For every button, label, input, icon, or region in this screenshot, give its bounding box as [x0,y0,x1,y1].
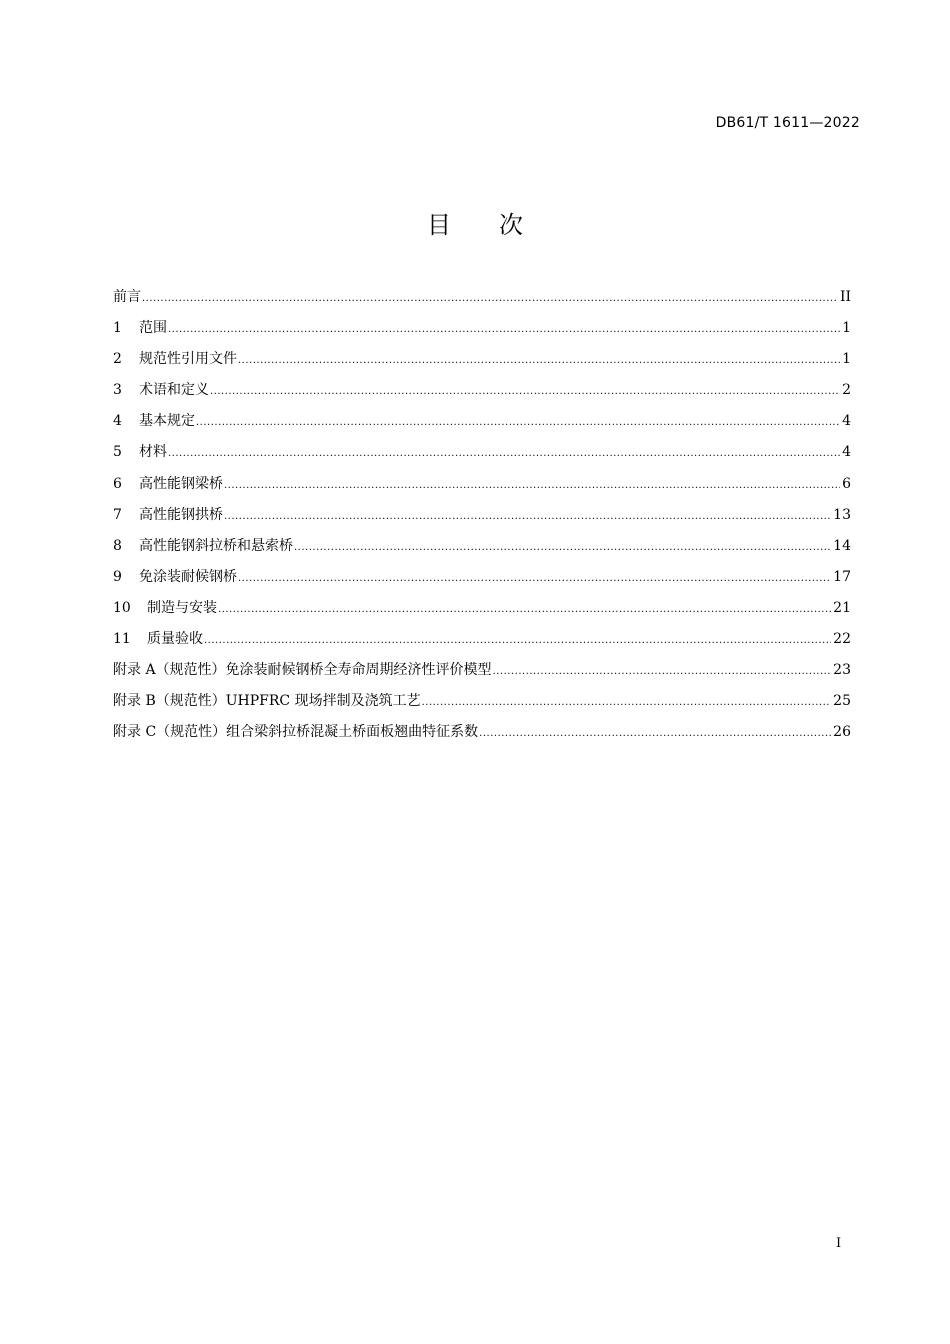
toc-entry-label [113,721,478,743]
toc-entry-appendix-c[interactable] [113,721,851,752]
toc-entry-title: 术语和定义 [139,382,209,399]
toc-entry-number: 8 [113,537,122,554]
toc-entry-title: 前言 [113,289,141,305]
toc-entry-girder-bridge[interactable] [113,473,851,504]
toc-entry-fabrication-installation[interactable] [113,597,851,628]
toc-entry-number: 6 [113,475,122,492]
toc-entry-title: 高性能钢拱桥 [139,506,223,523]
toc-entry-page: 22 [833,631,851,648]
page-number: I [836,1236,842,1251]
toc-leader-dots [294,537,831,559]
toc-entry-label [113,441,167,463]
toc-entry-foreword[interactable] [113,286,851,317]
toc-entry-label [113,286,141,308]
toc-entry-label [113,597,217,619]
toc-entry-materials[interactable] [113,441,851,472]
toc-entry-title: 免涂装耐候钢桥 [139,568,237,585]
toc-entry-number: 9 [113,568,122,585]
toc-entry-page: 14 [833,537,851,554]
toc-entry-label [113,348,237,370]
toc-entry-cable-bridges[interactable] [113,535,851,566]
toc-entry-label [113,379,209,401]
toc-entry-number: 3 [113,382,122,399]
toc-entry-title: 规范性引用文件 [139,351,237,368]
toc-entry-title: 附录 A（规范性）免涂装耐候钢桥全寿命周期经济性评价模型 [113,662,492,679]
toc-leader-dots [224,506,831,528]
toc-entry-number: 2 [113,351,122,368]
toc-entry-title: 范围 [139,320,167,337]
toc-leader-dots [218,599,831,621]
toc-leader-dots [204,630,831,652]
toc-entry-appendix-a[interactable] [113,659,851,690]
toc-entry-page: 1 [842,320,851,337]
toc-leader-dots [493,661,832,683]
toc-entry-title: 基本规定 [139,413,195,430]
toc-leader-dots [224,475,840,497]
toc-entry-page: 4 [842,444,851,461]
toc-entry-page: 1 [842,351,851,368]
toc-entry-scope[interactable] [113,317,851,348]
toc-leader-dots [422,692,832,714]
toc-title: 目次 [427,211,571,239]
toc-entry-number: 7 [113,506,122,523]
toc-entry-number: 5 [113,444,122,461]
toc-entry-arch-bridge[interactable] [113,504,851,535]
toc-entry-label [113,628,203,650]
toc-entry-label [113,566,237,588]
toc-entry-number: 10 [113,599,131,616]
toc-entry-page: 17 [833,568,851,585]
toc-entry-number: 11 [113,631,131,648]
toc-entry-page: 21 [833,599,851,616]
toc-entry-page: 6 [842,475,851,492]
toc-leader-dots [168,319,840,341]
toc-leader-dots [238,568,831,590]
toc-entry-label [113,317,167,339]
toc-entry-appendix-b[interactable] [113,690,851,721]
toc-entry-page: 26 [833,724,851,741]
toc-leader-dots [142,288,838,310]
toc-entry-page: 2 [842,382,851,399]
toc-entry-label [113,473,223,495]
toc-entry-basic-provisions[interactable] [113,410,851,441]
toc-entry-title: 高性能钢斜拉桥和悬索桥 [139,537,293,554]
toc-entry-label [113,535,293,557]
toc-entry-page: 4 [842,413,851,430]
toc-leader-dots [196,412,840,434]
toc-entry-title: 高性能钢梁桥 [139,475,223,492]
toc-entry-label [113,410,195,432]
standard-code: DB61/T 1611—2022 [715,115,860,131]
toc-entry-label [113,504,223,526]
toc-entry-title: 附录 C（规范性）组合梁斜拉桥混凝土桥面板翘曲特征系数 [113,724,479,741]
toc-entry-page: 13 [833,506,851,523]
toc-entry-title: 质量验收 [147,631,203,648]
toc-entry-title: 材料 [139,444,167,461]
toc-entry-label [113,690,421,712]
toc-entry-number: 1 [113,320,122,337]
toc-entry-title: 制造与安装 [147,599,217,616]
toc-leader-dots [238,350,840,372]
toc-list [113,286,851,752]
toc-entry-normative-references[interactable] [113,348,851,379]
toc-entry-weathering-steel-bridge[interactable] [113,566,851,597]
toc-leader-dots [479,723,831,745]
toc-entry-label [113,659,492,681]
toc-leader-dots [168,443,840,465]
toc-entry-page: 25 [833,693,851,710]
toc-entry-terms-definitions[interactable] [113,379,851,410]
toc-leader-dots [210,381,840,403]
toc-entry-page: II [839,289,851,305]
toc-entry-number: 4 [113,413,122,430]
toc-entry-title: 附录 B（规范性）UHPFRC 现场拌制及浇筑工艺 [113,693,421,710]
toc-entry-quality-acceptance[interactable] [113,628,851,659]
toc-entry-page: 23 [833,662,851,679]
